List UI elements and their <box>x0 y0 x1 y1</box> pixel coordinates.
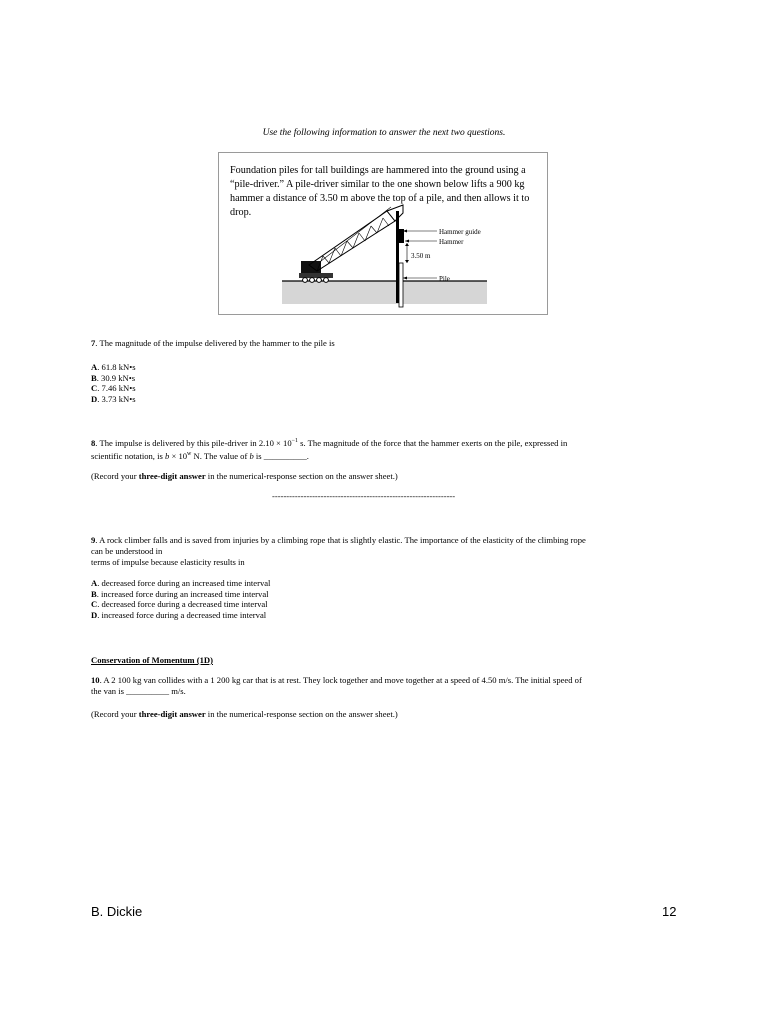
question-number: 9 <box>91 535 96 545</box>
question-stem: . The magnitude of the impulse delivered by the hammer to the pile is <box>95 338 335 348</box>
hammer-guide-label: Hammer guide <box>439 228 481 236</box>
option-d: D. 3.73 kN•s <box>91 393 136 404</box>
question-10-record-note: (Record your three-digit answer in the numerical-response section on the answer sheet.) <box>91 709 398 719</box>
question-number: 7 <box>91 338 96 348</box>
hammer-label: Hammer <box>439 238 464 246</box>
distance-label: 3.50 m <box>411 252 431 260</box>
option-d: D. increased force during a decreased time interval <box>91 609 267 620</box>
figure-description: Foundation piles for tall buildings are hammered into the ground using a “pile-driver.” A pile-driver similar to the one shown below lifts a 900 kg hammer a distance of 3.50 m above the top of a pile, and then allows it to drop. <box>230 165 530 218</box>
page-number: 12 <box>662 904 677 919</box>
option-a: A. decreased force during an increased time interval <box>91 578 271 588</box>
question-10: 10. A 2 100 kg van collides with a 1 200 kg car that is at rest. They lock together and move together at a speed of 4.50 m/s. The initial speed of the van is __________ m/s. <box>91 675 582 696</box>
question-9: 9. A rock climber falls and is saved from injuries by a climbing rope that is slightly elastic. The importance of the elasticity of the climbing rope can be understood in terms of impulse because elasticity results in <box>91 535 586 567</box>
question-9-options <box>91 578 270 620</box>
question-7-options <box>91 362 136 404</box>
pile <box>399 263 403 307</box>
pile-driver-figure-box <box>218 152 548 315</box>
section-heading: Conservation of Momentum (1D) <box>91 655 213 665</box>
section-divider: ---------------------------------------------------------------- <box>272 491 456 501</box>
intro-instruction: Use the following information to answer the next two questions. <box>262 128 506 138</box>
option-b: B. 30.9 kN•s <box>91 372 136 383</box>
option-b: B. increased force during an increased time interval <box>91 588 269 599</box>
question-number: 8 <box>91 437 96 448</box>
option-c: C. decreased force during a decreased time interval <box>91 599 268 610</box>
question-7 <box>91 338 691 349</box>
ground <box>282 281 487 304</box>
pile-label: Pile <box>439 275 450 283</box>
option-a: A. 61.8 kN•s <box>91 362 136 372</box>
question-number: 10 <box>91 675 100 685</box>
hammer-guide <box>396 211 399 303</box>
pile-driver-diagram <box>279 201 499 311</box>
question-8-record-note: (Record your three-digit answer in the numerical-response section on the answer sheet.) <box>91 471 398 481</box>
question-8: 8. The impulse is delivered by this pile-driver in $2.10 \times 10^{-1}$ s. The magnitude of the force that the hammer exerts on the pile, expressed in scientific notation, is $b \times 10^w$ N. The value of b is __________. <box>91 437 568 461</box>
footer-author: B. Dickie <box>91 904 143 919</box>
option-c: C. 7.46 kN•s <box>91 383 136 394</box>
